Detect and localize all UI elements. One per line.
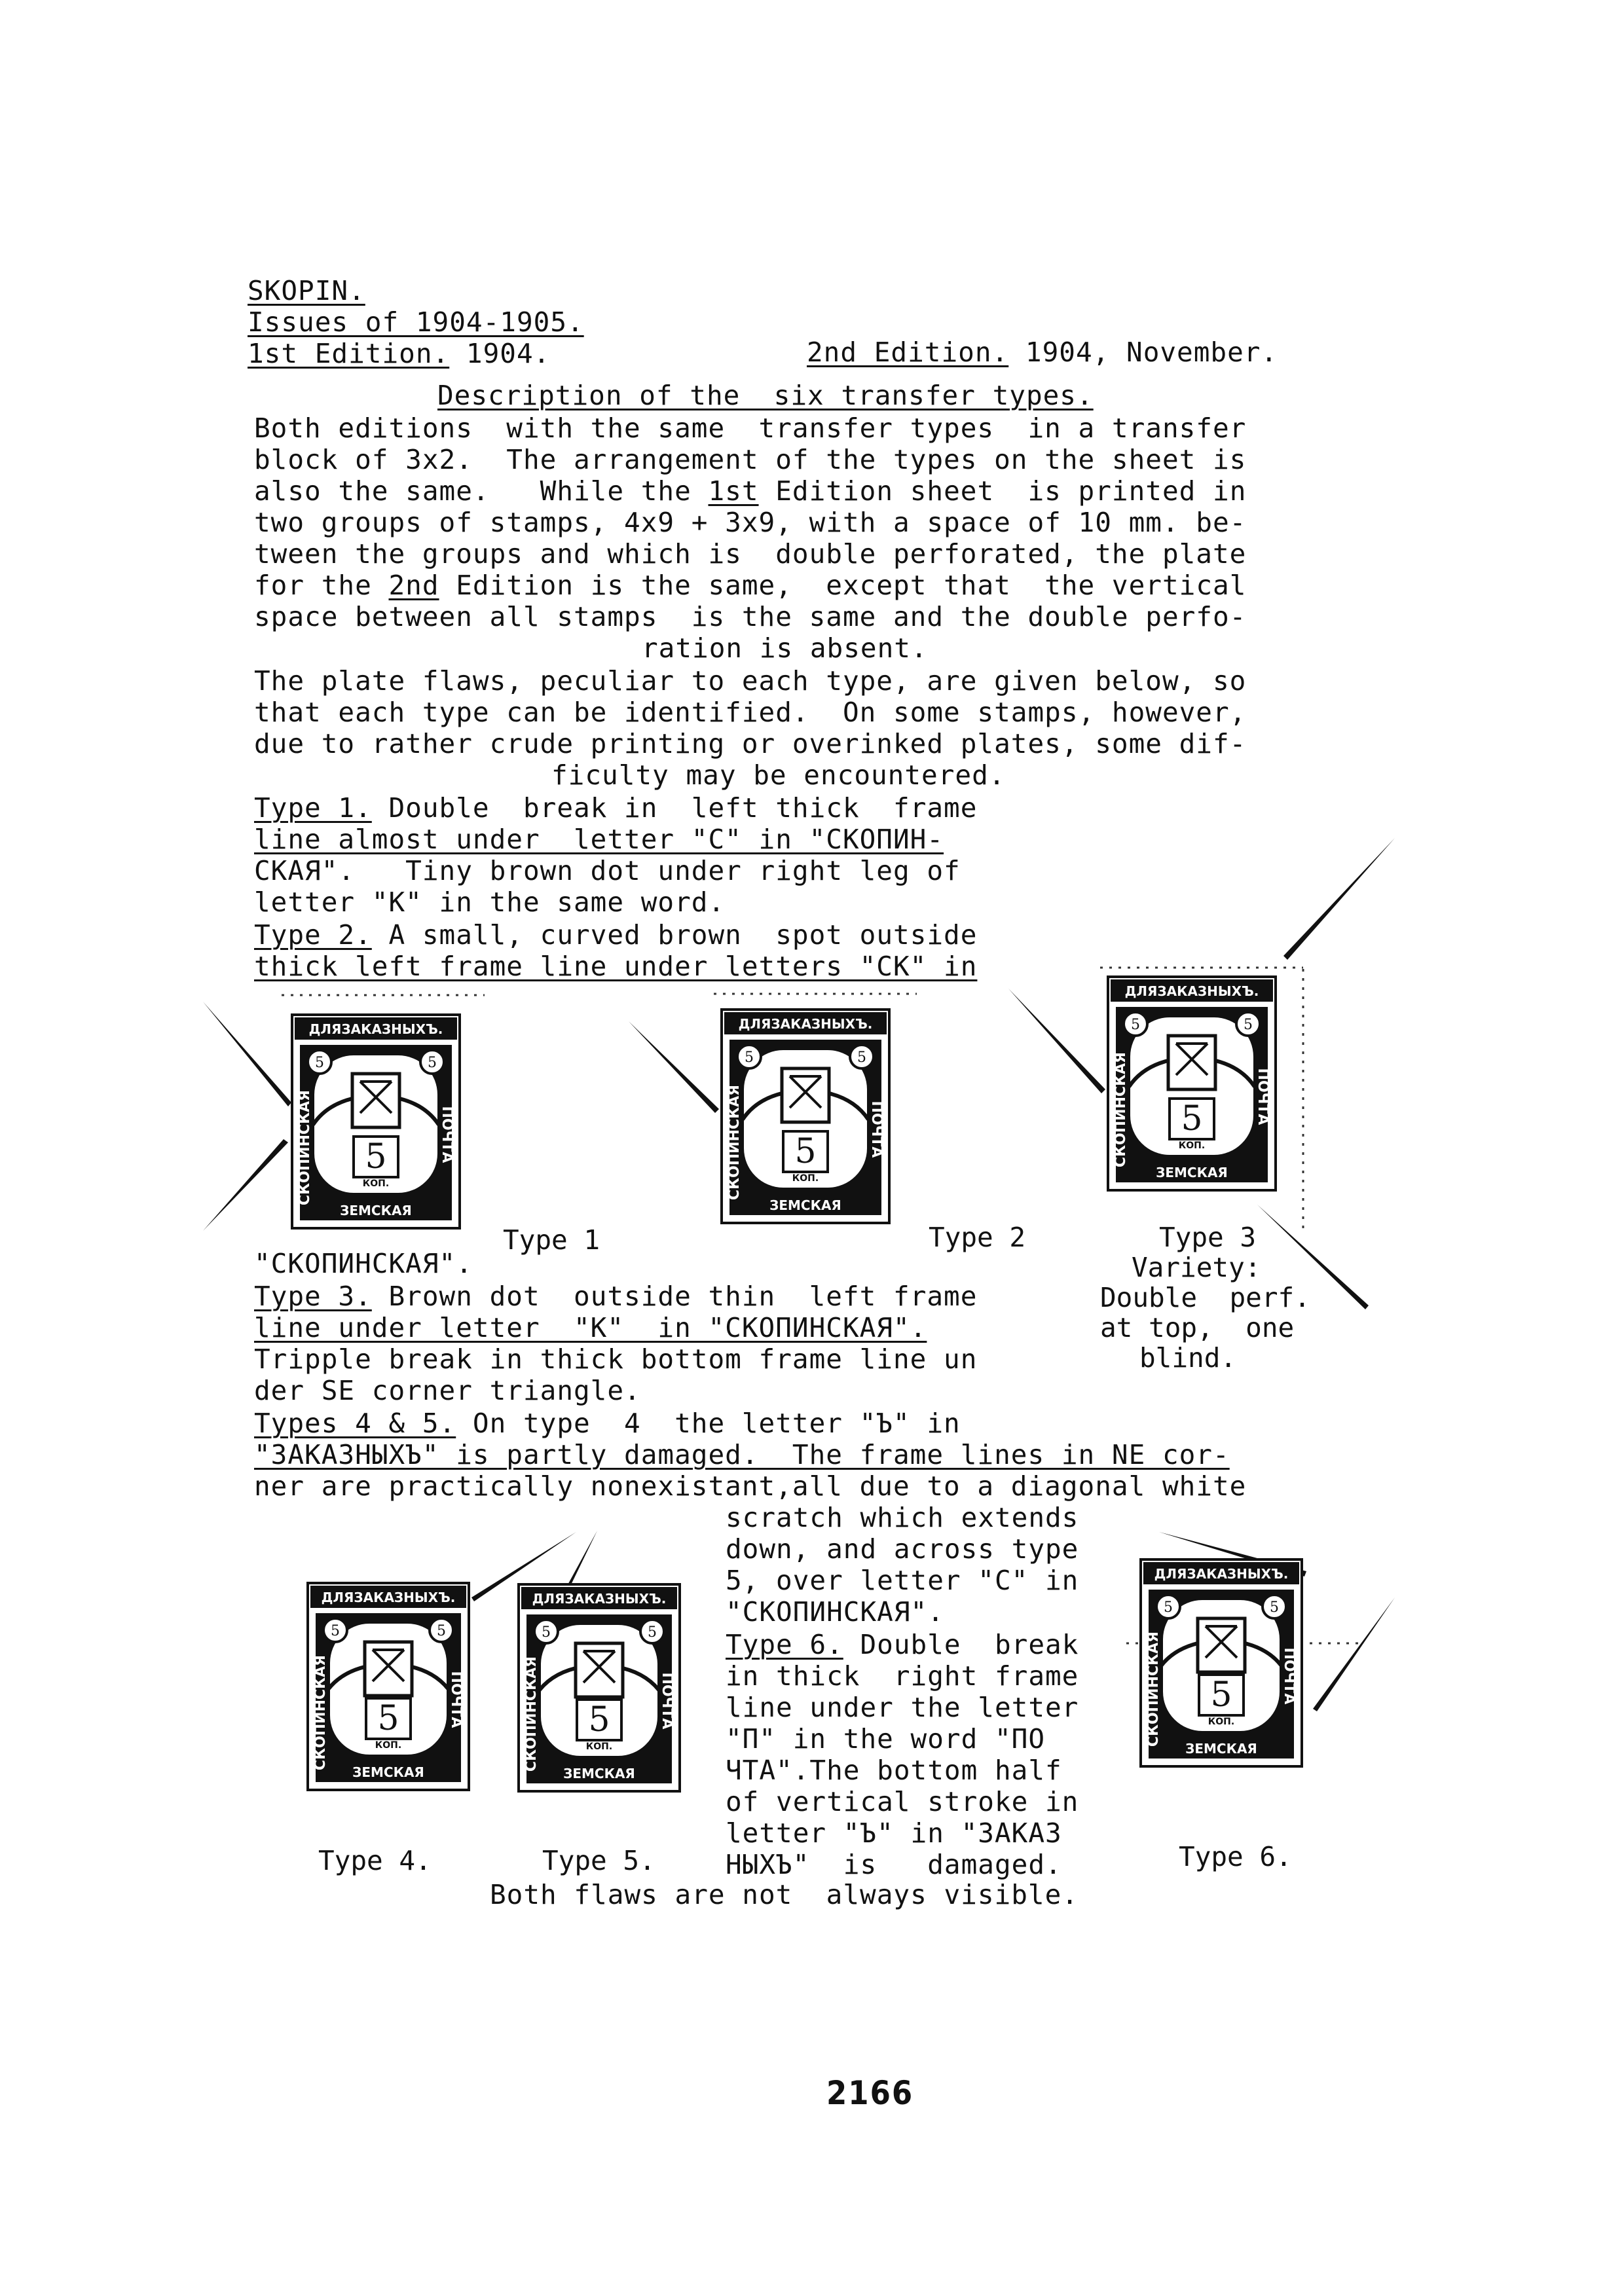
first-ref: 1st <box>708 475 759 507</box>
type3-line: Tripple break in thick bottom frame line un <box>254 1343 978 1375</box>
type1-label: Type 1. <box>254 792 372 824</box>
type45-line: "СКОПИНСКАЯ". <box>726 1596 944 1628</box>
stamp-top-text: ДЛЯЗАКАЗНЫХЪ. <box>738 1016 873 1032</box>
type6-text: Double break <box>843 1629 1079 1660</box>
stamp-side-text: СКОПИНСКАЯ <box>1145 1631 1162 1747</box>
type45-label: Types 4 & 5. <box>254 1408 456 1439</box>
stamp-side-text: ПОЧТА <box>1281 1647 1297 1705</box>
arrow-type1-upper <box>203 1002 291 1106</box>
stamp-bottom-text: ЗЕМСКАЯ <box>352 1764 424 1780</box>
intro-text: also the same. While the <box>254 475 709 507</box>
type45-text: On type 4 the letter "Ъ" in <box>456 1408 961 1439</box>
type1-line: СКАЯ". Tiny brown dot under right leg of <box>254 855 961 886</box>
type3-label: Type 3. <box>254 1281 372 1312</box>
stamp-side-text: СКОПИНСКАЯ <box>312 1654 329 1771</box>
stamp-kop: КОП. <box>585 1741 613 1752</box>
stamp-corner-value: 5 <box>428 1055 437 1071</box>
type6-line: of vertical stroke in <box>726 1786 1079 1817</box>
stamp-kop: КОП. <box>792 1173 819 1184</box>
flaws-line: that each type can be identified. On some stamps, however, <box>254 697 1247 728</box>
type2-text: A small, curved brown spot outside <box>371 919 978 951</box>
issues-heading: Issues of 1904-1905. <box>248 306 584 338</box>
stamp-value: 5 <box>365 1137 387 1176</box>
stamp-corner-value: 5 <box>1270 1599 1279 1616</box>
type6-line: "П" in the word "ПО <box>726 1723 1045 1755</box>
arrow-type1-lower <box>203 1139 288 1231</box>
type6-line: letter "Ъ" in "ЗАКАЗ <box>726 1817 1062 1849</box>
stamp-corner-value: 5 <box>745 1049 754 1066</box>
intro-text: Edition is the same, except that the vertical <box>439 570 1247 601</box>
stamp-bottom-text: ЗЕМСКАЯ <box>1156 1165 1228 1180</box>
stamp-kop: КОП. <box>1208 1717 1235 1727</box>
type1-line: letter "K" in the same word. <box>254 886 726 918</box>
type6-line: in thick right frame <box>726 1660 1079 1692</box>
intro-line: two groups of stamps, 4x9 + 3x9, with a space of 10 mm. be- <box>254 507 1247 538</box>
stamp-side-text: ПОЧТА <box>1255 1068 1271 1125</box>
stamp-corner-value: 5 <box>1131 1017 1140 1033</box>
intro-line: tween the groups and which is double perforated, the plate <box>254 538 1247 570</box>
stamp-side-text: ПОЧТА <box>439 1106 455 1163</box>
edition2-date: 1904, November. <box>1008 337 1278 368</box>
stamp-top-text: ДЛЯЗАКАЗНЫХЪ. <box>321 1590 456 1605</box>
type2-line: "СКОПИНСКАЯ". <box>254 1248 473 1279</box>
edition1-label: 1st Edition. <box>248 338 450 369</box>
stamp-value: 5 <box>1210 1675 1232 1715</box>
type3-line: line under letter "K" in "СКОПИНСКАЯ". <box>254 1312 927 1343</box>
type45-line: scratch which extends <box>726 1502 1079 1533</box>
type6-line <box>726 1629 1079 1660</box>
stamp-corner-value: 5 <box>857 1049 866 1066</box>
arrow-type3 <box>1008 989 1105 1093</box>
stamp-bottom-text: ЗЕМСКАЯ <box>340 1203 412 1218</box>
type1-line: line almost under letter "C" in "СКОПИН- <box>254 824 944 855</box>
type45-line: "ЗАКАЗНЫХЪ" is partly damaged. The frame lines in NE cor- <box>254 1439 1230 1470</box>
type45-line: 5, over letter "C" in <box>726 1565 1079 1596</box>
stamp-side-text: СКОПИНСКАЯ <box>297 1089 313 1206</box>
both-flaws-note: Both flaws are not always visible. <box>490 1879 1079 1910</box>
stamp-type6 <box>1139 1558 1303 1768</box>
stamp-side-text: СКОПИНСКАЯ <box>726 1084 743 1201</box>
caption-type5: Type 5. <box>542 1845 655 1876</box>
stamp-type4 <box>306 1582 470 1791</box>
stamp-corner-value: 5 <box>437 1623 446 1639</box>
caption-variety: at top, one <box>1100 1312 1295 1343</box>
type6-line: ЧТА".The bottom half <box>726 1755 1062 1786</box>
flaws-line: The plate flaws, peculiar to each type, are given below, so <box>254 665 1247 697</box>
stamp-value: 5 <box>794 1132 817 1171</box>
intro-line: ration is absent. <box>642 632 928 664</box>
caption-type6: Type 6. <box>1179 1841 1292 1872</box>
intro-line: space between all stamps is the same and the double perfo- <box>254 601 1247 632</box>
stamp-side-text: ПОЧТА <box>448 1671 464 1728</box>
flaws-line: ficulty may be encountered. <box>551 759 1006 791</box>
edition1-year: 1904. <box>449 338 551 369</box>
page-number: 2166 <box>826 2074 914 2112</box>
type3-line <box>254 1281 977 1312</box>
stamp-side-text: СКОПИНСКАЯ <box>523 1656 540 1772</box>
caption-variety: Double perf. <box>1100 1282 1310 1313</box>
intro-line: Both editions with the same transfer types in a transfer <box>254 412 1247 444</box>
stamp-top-text: ДЛЯЗАКАЗНЫХЪ. <box>1124 983 1259 999</box>
stamp-side-text: ПОЧТА <box>659 1672 675 1730</box>
stamp-top-text: ДЛЯЗАКАЗНЫХЪ. <box>532 1591 667 1607</box>
caption-variety: blind. <box>1139 1342 1237 1374</box>
stamp-corner-value: 5 <box>331 1623 340 1639</box>
intro-text: for the <box>254 570 389 601</box>
section-title: Description of the six transfer types. <box>437 380 1094 411</box>
type2-label: Type 2. <box>254 919 372 951</box>
stamp-bottom-text: ЗЕМСКАЯ <box>1185 1741 1257 1757</box>
type3-text: Brown dot outside thin left frame <box>371 1281 978 1312</box>
intro-line: block of 3x2. The arrangement of the types on the sheet is <box>254 444 1247 475</box>
second-ref: 2nd <box>388 570 439 601</box>
arrow-type2 <box>629 1021 719 1113</box>
stamp-value: 5 <box>1181 1099 1203 1139</box>
type45-line: ner are practically nonexistant,all due to a diagonal white <box>254 1470 1247 1502</box>
stamp-corner-value: 5 <box>1164 1599 1173 1616</box>
stamp-bottom-text: ЗЕМСКАЯ <box>769 1197 841 1213</box>
type6-line: НЫХЪ" is damaged. <box>726 1849 1062 1880</box>
type1-text: Double break in left thick frame <box>371 792 978 824</box>
stamp-bottom-text: ЗЕМСКАЯ <box>563 1766 635 1781</box>
caption-type4: Type 4. <box>318 1845 432 1876</box>
edition2-label: 2nd Edition. <box>807 337 1009 368</box>
arrow-type6-right <box>1313 1597 1395 1711</box>
stamp-top-text: ДЛЯЗАКАЗНЫХЪ. <box>1154 1566 1289 1582</box>
stamp-value: 5 <box>588 1700 610 1740</box>
stamp-corner-value: 5 <box>542 1624 551 1641</box>
stamp-kop: КОП. <box>362 1178 390 1189</box>
stamp-type5 <box>517 1583 681 1793</box>
caption-type2: Type 2 <box>929 1222 1026 1253</box>
stamp-value: 5 <box>377 1699 399 1738</box>
flaws-line: due to rather crude printing or overinked plates, some dif- <box>254 728 1247 759</box>
arrow-type3-upper <box>1283 838 1395 960</box>
city-heading: SKOPIN. <box>248 275 365 306</box>
type6-label: Type 6. <box>726 1629 843 1660</box>
type3-line: der SE corner triangle. <box>254 1375 641 1406</box>
caption-variety: Variety: <box>1132 1252 1261 1283</box>
intro-text: Edition sheet is printed in <box>758 475 1247 507</box>
caption-type1: Type 1 <box>503 1224 600 1256</box>
caption-type3: Type 3 <box>1159 1222 1257 1253</box>
type2-line: thick left frame line under letters "CK" in <box>254 951 978 982</box>
stamp-side-text: СКОПИНСКАЯ <box>1113 1051 1129 1168</box>
stamp-kop: КОП. <box>375 1740 402 1751</box>
type6-line: line under the letter <box>726 1692 1079 1723</box>
type45-line: down, and across type <box>726 1533 1079 1565</box>
stamp-corner-value: 5 <box>315 1055 324 1071</box>
stamp-corner-value: 5 <box>1244 1017 1253 1033</box>
stamp-corner-value: 5 <box>648 1624 657 1641</box>
stamp-side-text: ПОЧТА <box>868 1101 885 1158</box>
stamp-kop: КОП. <box>1178 1140 1206 1151</box>
stamp-top-text: ДЛЯЗАКАЗНЫХЪ. <box>308 1021 443 1037</box>
type45-line <box>254 1408 961 1439</box>
